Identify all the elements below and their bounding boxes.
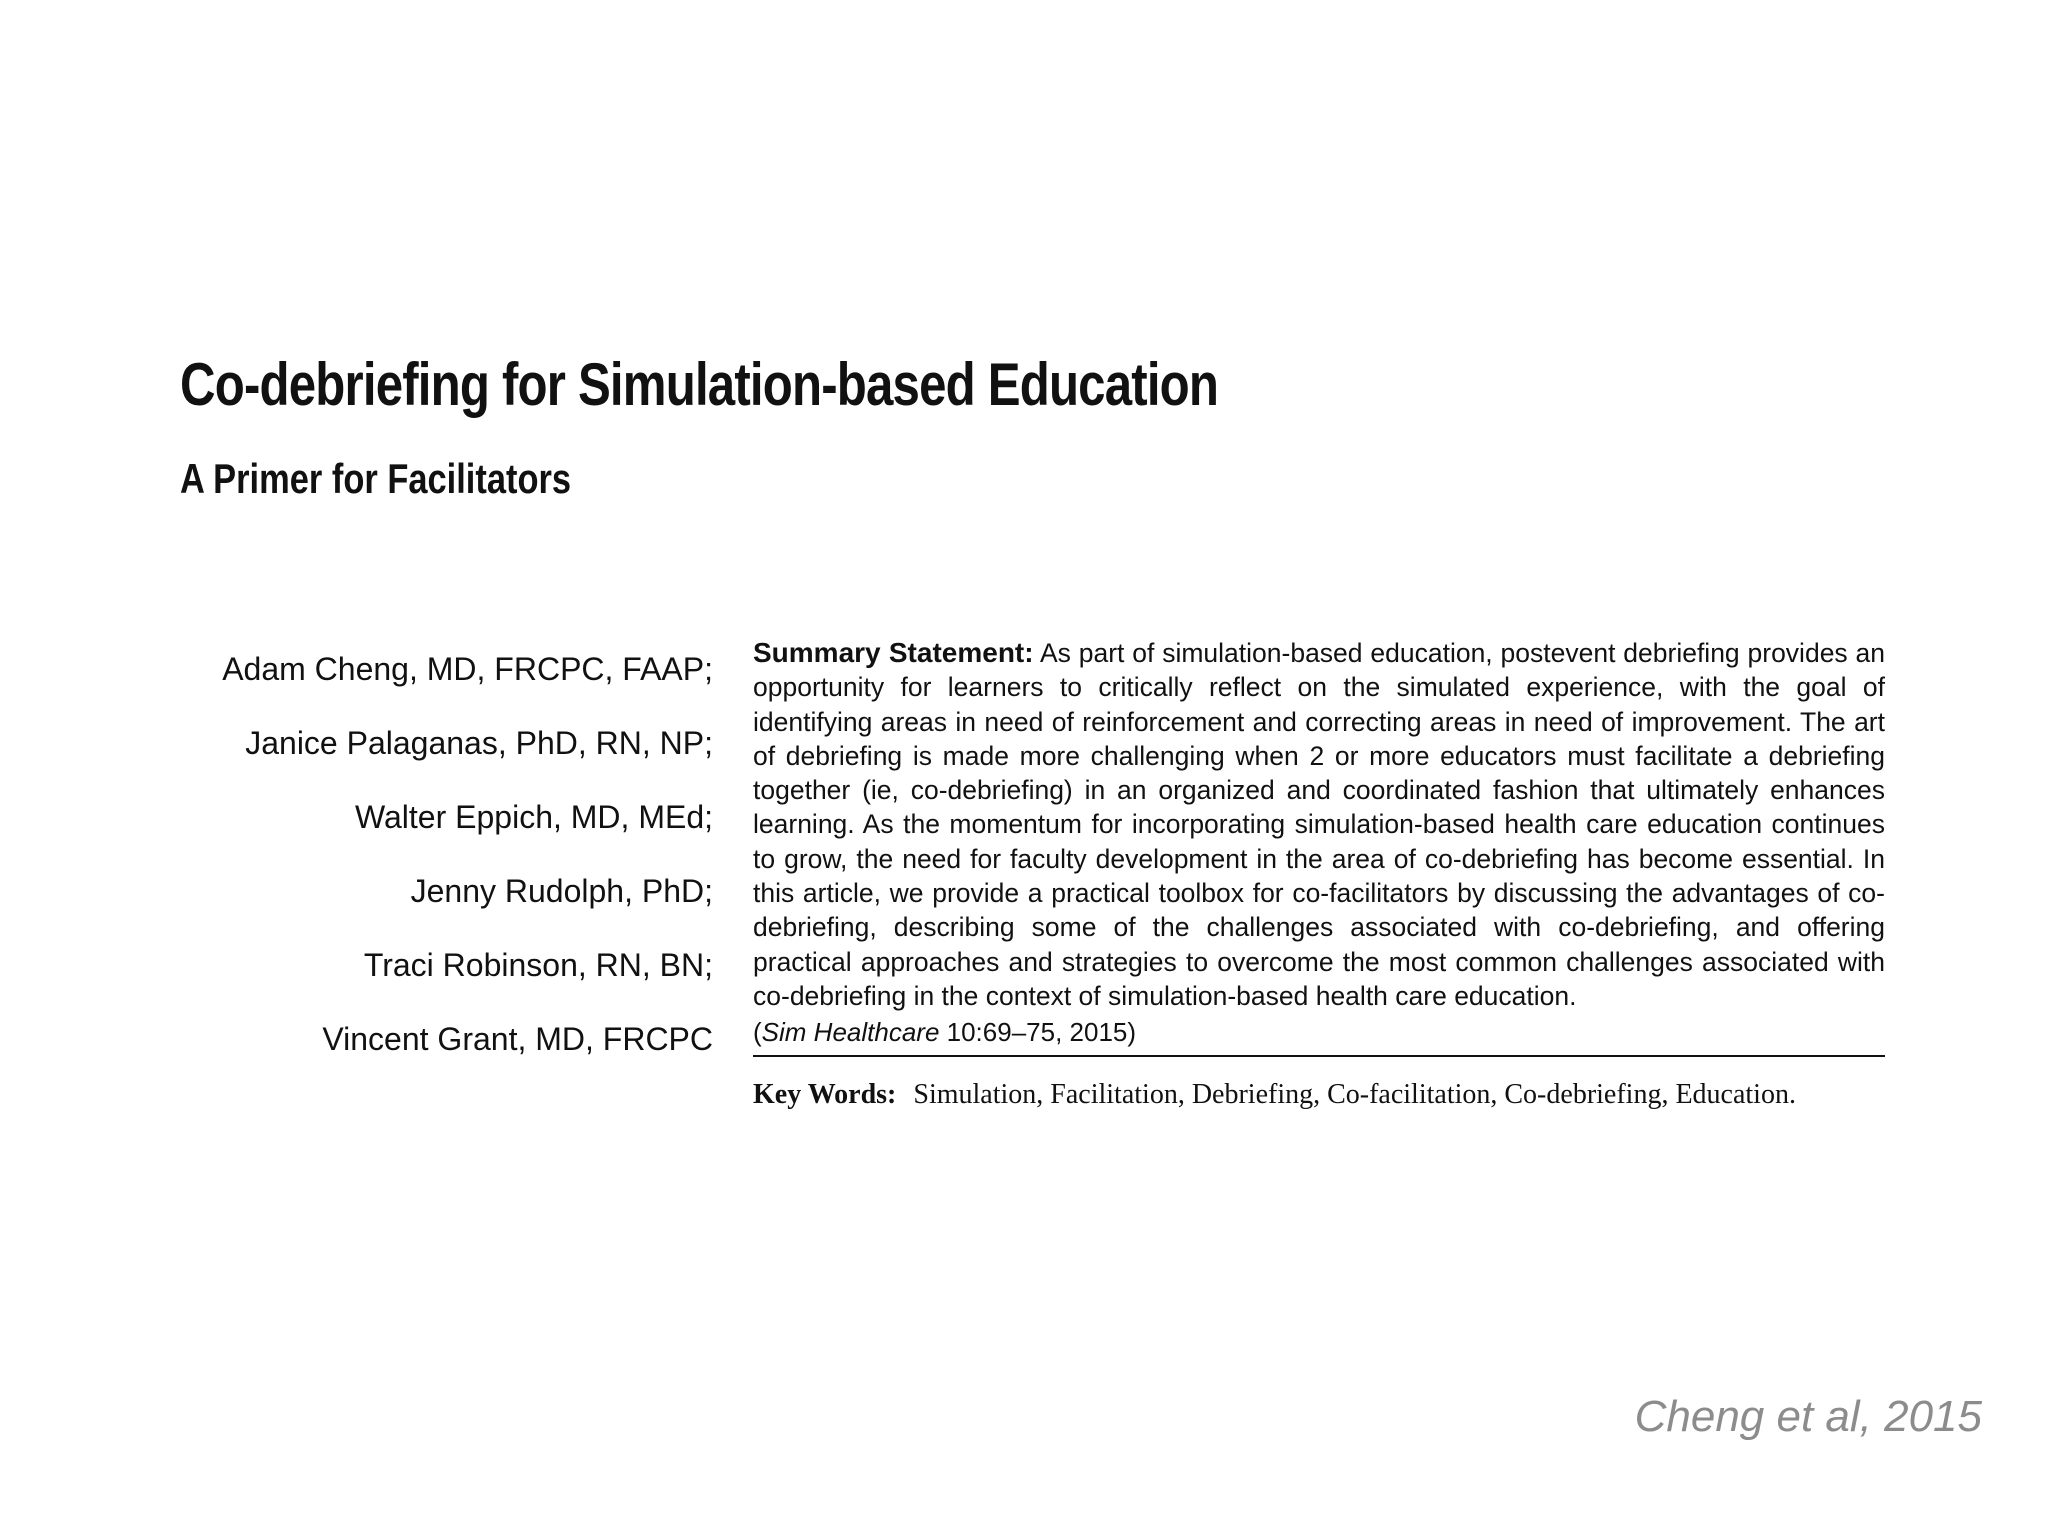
source-attribution: Cheng et al, 2015	[1634, 1392, 1982, 1441]
keywords	[753, 1077, 1885, 1113]
citation	[753, 1015, 1885, 1049]
author-3: Walter Eppich, MD, MEd;	[354, 799, 713, 835]
author-5: Traci Robinson, RN, BN;	[363, 947, 713, 983]
citation-details: 10:69–75, 2015)	[939, 1017, 1137, 1048]
keywords-text: Simulation, Facilitation, Debriefing, Co-facilitation, Co-debriefing, Education.	[913, 1079, 1796, 1111]
summary-text: As part of simulation-based education, postevent debriefing provides an opportunity for learners to critically reflect on the simulated experience, with the goal of identifying areas in need of reinforcement and correcting areas in need of improvement. The art of debriefing is made more challenging when 2 or more educators must facilitate a debriefing together (ie, co-debriefing) in an organized and coordinated fashion that ultimately enhances learning. As the momentum for incorporating simulation-based health care education continues to grow, the need for faculty development in the area of co-debriefing has become essential. In this article, we provide a practical toolbox for co-facilitators by discussing the advantages of co-debriefing, describing some of the challenges associated with co-debriefing, and offering practical approaches and strategies to overcome the most common challenges associated with co-debriefing in the context of simulation-based health care education.	[753, 638, 1885, 1011]
summary-statement	[753, 636, 1885, 1013]
author-4: Jenny Rudolph, PhD;	[410, 873, 713, 909]
keywords-label: Key Words:	[753, 1079, 897, 1111]
article-subtitle: A Primer for Facilitators	[180, 455, 572, 502]
author-list	[222, 632, 713, 1076]
citation-open: (	[753, 1017, 762, 1048]
author-1: Adam Cheng, MD, FRCPC, FAAP;	[222, 651, 713, 687]
author-6: Vincent Grant, MD, FRCPC	[322, 1021, 713, 1057]
author-2: Janice Palaganas, PhD, RN, NP;	[245, 725, 713, 761]
citation-journal: Sim Healthcare	[761, 1017, 940, 1048]
divider	[753, 1055, 1885, 1057]
title-block	[180, 345, 1880, 507]
article-title: Co-debriefing for Simulation-based Education	[180, 351, 1219, 418]
summary-block	[753, 636, 1885, 1113]
summary-label: Summary Statement:	[753, 637, 1034, 668]
